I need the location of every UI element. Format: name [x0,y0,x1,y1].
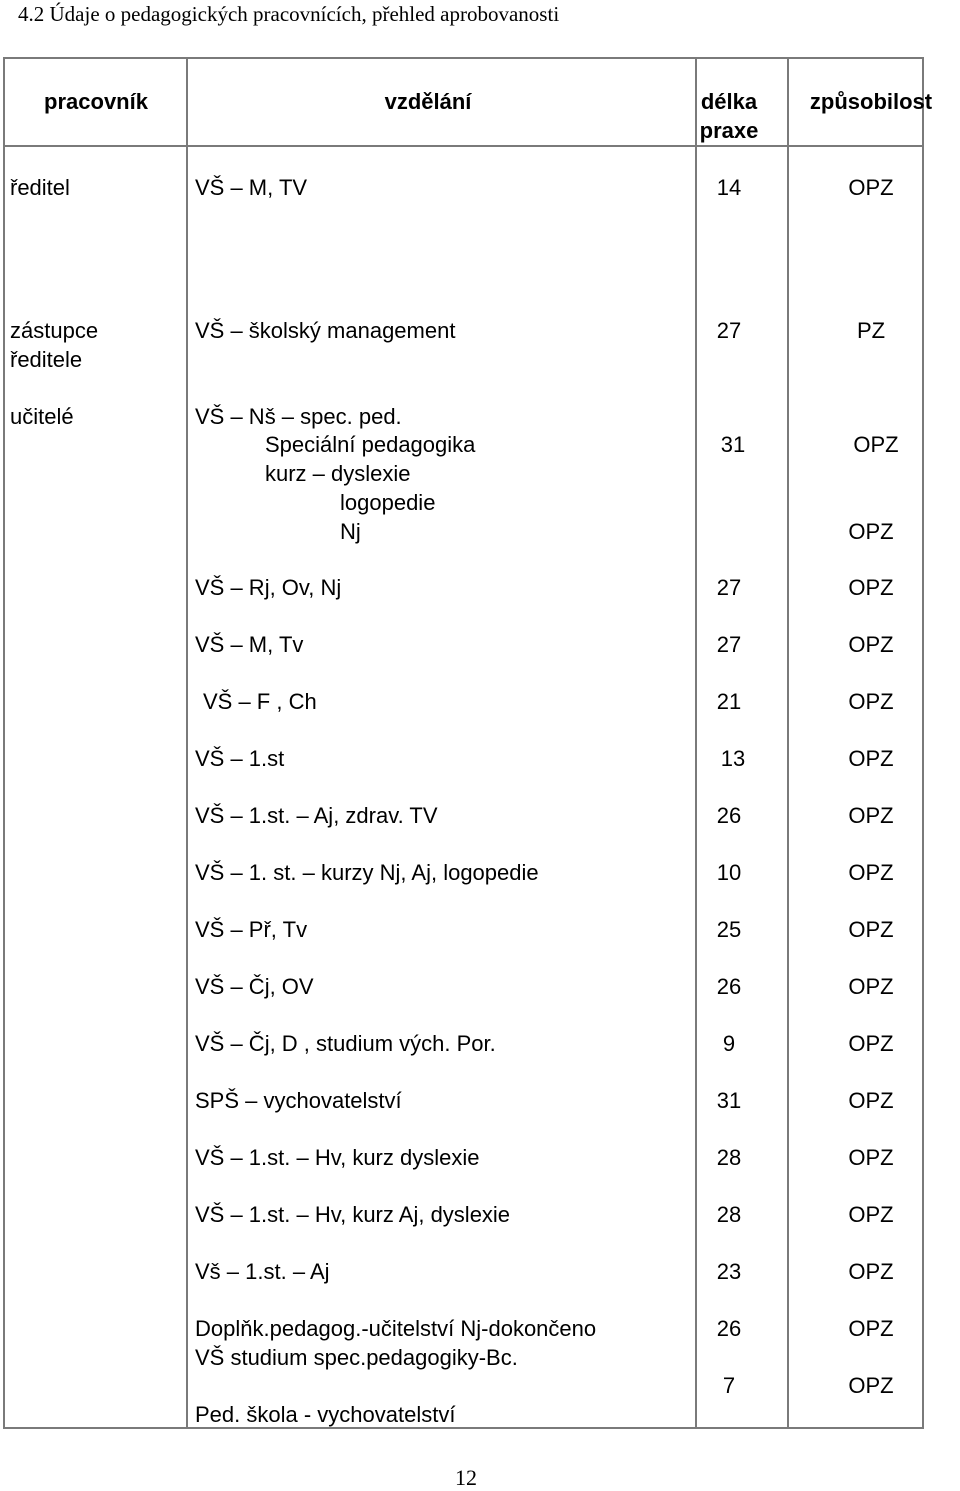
teacher-education: VŠ – Čj, D , studium vých. Por. [195,1031,496,1056]
header-education: vzdělání [384,89,472,114]
teacher-qualification: OPZ [848,746,894,771]
special-entry-line1: VŠ – Nš – spec. ped. [195,404,402,429]
last-entry-line3: Ped. škola - vychovatelství [195,1402,456,1427]
teacher-qualification: OPZ [848,632,894,657]
teacher-education: VŠ – F , Ch [203,689,317,714]
special-entry-line5: Nj [340,519,361,544]
last-entry-qualification1: OPZ [848,1316,894,1341]
special-entry-line4: logopedie [340,490,436,515]
teacher-practice: 27 [716,575,742,600]
qualification-deputy: PZ [856,318,886,343]
role-director: ředitel [10,175,70,200]
teacher-practice: 28 [716,1145,742,1170]
teacher-qualification: OPZ [848,1259,894,1284]
last-entry-practice1: 26 [716,1316,742,1341]
teacher-qualification: OPZ [848,1202,894,1227]
teacher-practice: 25 [716,917,742,942]
teacher-education: VŠ – 1.st. – Hv, kurz dyslexie [195,1145,480,1170]
role-deputy-line1: zástupce [10,318,99,343]
teacher-education: VŠ – 1.st. – Aj, zdrav. TV [195,803,438,828]
teacher-practice: 23 [716,1259,742,1284]
role-teachers: učitelé [10,404,74,429]
last-entry-line1: Doplňk.pedagog.-učitelství Nj-dokončeno [195,1316,597,1341]
teacher-qualification: OPZ [848,1088,894,1113]
special-entry-qualification2: OPZ [848,519,894,544]
teacher-education: VŠ – 1.st. – Hv, kurz Aj, dyslexie [195,1202,511,1227]
column-divider [787,57,789,1429]
teacher-practice: 31 [716,1088,742,1113]
practice-deputy: 27 [716,318,742,343]
teacher-education: Vš – 1.st. – Aj [195,1259,330,1284]
teacher-education: VŠ – M, Tv [195,632,304,657]
teacher-qualification: OPZ [848,575,894,600]
header-practice-line1: délka [700,89,758,114]
teacher-practice: 26 [716,803,742,828]
teacher-practice: 28 [716,1202,742,1227]
column-divider [186,57,188,1429]
last-entry-practice2: 7 [722,1373,736,1398]
teacher-education: VŠ – 1.st [195,746,285,771]
teacher-practice: 10 [716,860,742,885]
teacher-practice: 27 [716,632,742,657]
role-deputy-line2: ředitele [10,347,83,372]
teacher-qualification: OPZ [848,917,894,942]
teacher-education: VŠ – Rj, Ov, Nj [195,575,342,600]
teacher-qualification: OPZ [848,689,894,714]
special-entry-line2: Speciální pedagogika [265,432,476,457]
teacher-education: VŠ – 1. st. – kurzy Nj, Aj, logopedie [195,860,539,885]
header-divider [3,145,924,147]
header-worker: pracovník [44,89,148,114]
education-director: VŠ – M, TV [195,175,308,200]
teacher-qualification: OPZ [848,974,894,999]
page-number: 12 [455,1465,477,1490]
teacher-practice: 21 [716,689,742,714]
teacher-practice: 9 [722,1031,736,1056]
teacher-qualification: OPZ [848,1031,894,1056]
teacher-education: VŠ – Čj, OV [195,974,314,999]
column-divider [695,57,697,1429]
teacher-education: SPŠ – vychovatelství [195,1088,402,1113]
teacher-education: VŠ – Př, Tv [195,917,308,942]
special-entry-practice: 31 [720,432,746,457]
qualification-director: OPZ [848,175,894,200]
header-practice-line2: praxe [699,118,759,143]
teacher-qualification: OPZ [848,803,894,828]
last-entry-qualification2: OPZ [848,1373,894,1398]
special-entry-line3: kurz – dyslexie [265,461,411,486]
teacher-qualification: OPZ [848,1145,894,1170]
section-heading: 4.2 Údaje o pedagogických pracovnících, přehled aprobovanosti [18,2,560,26]
header-qualification: způsobilost [809,89,933,114]
teacher-qualification: OPZ [848,860,894,885]
education-deputy: VŠ – školský management [195,318,456,343]
teacher-practice: 13 [720,746,746,771]
special-entry-qualification1: OPZ [853,432,899,457]
teacher-practice: 26 [716,974,742,999]
last-entry-line2: VŠ studium spec.pedagogiky-Bc. [195,1345,518,1370]
practice-director: 14 [716,175,742,200]
